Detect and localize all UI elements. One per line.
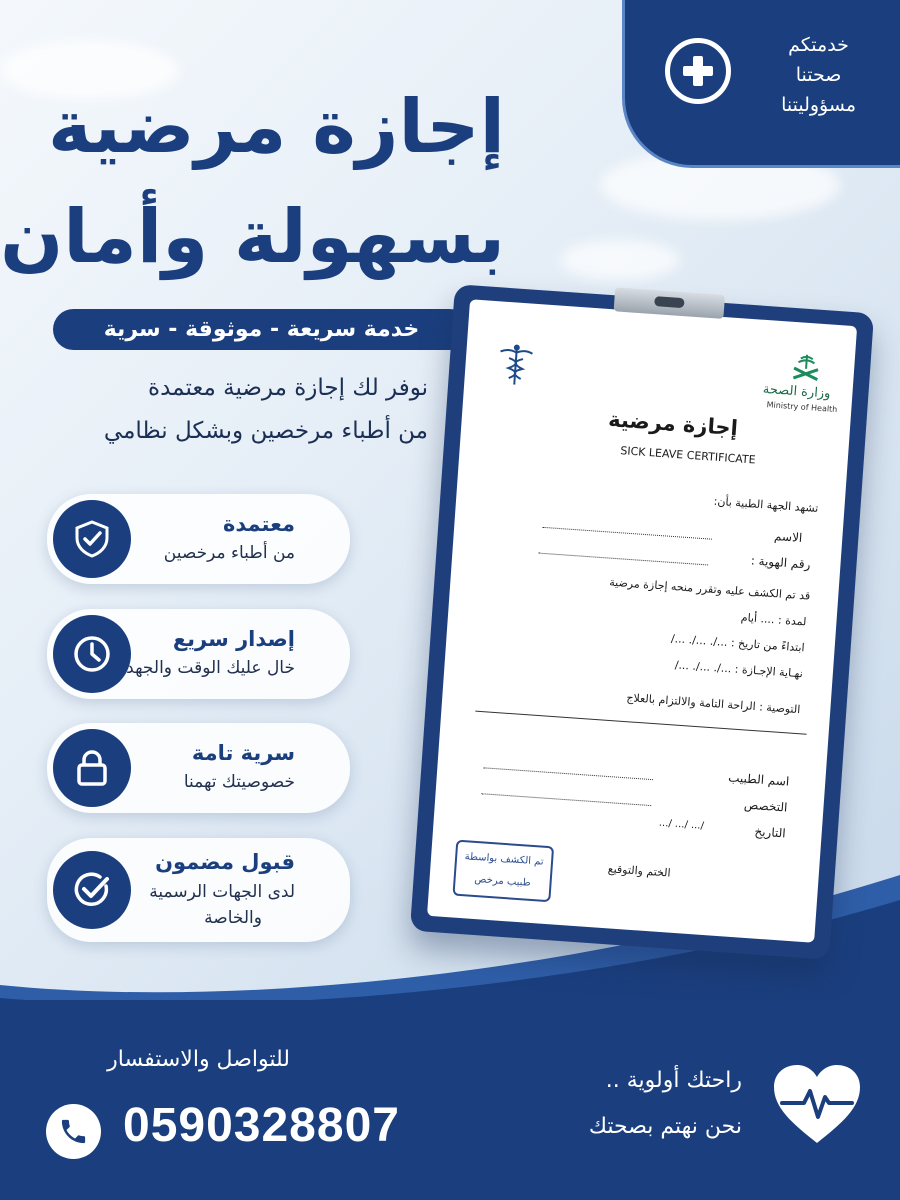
plus-circle-icon xyxy=(665,38,731,104)
duration-text: لمدة : .... أيام xyxy=(740,610,807,629)
corner-line: مسؤوليتنا xyxy=(781,94,856,116)
clock-icon xyxy=(53,615,131,693)
shield-check-icon xyxy=(53,500,131,578)
feature-title: قبول مضمون xyxy=(155,850,295,874)
intro-line-1: نوفر لك إجازة مرضية معتمدة xyxy=(148,375,428,401)
stamp-line: تم الكشف بواسطة xyxy=(464,851,544,868)
feature-subtitle-line-2: والخاصة xyxy=(204,908,262,928)
contact-title: للتواصل والاستفسار xyxy=(107,1047,290,1072)
recommendation-text: التوصية : الراحة التامة والالتزام بالعلاج xyxy=(625,691,801,717)
exam-text: قد تم الكشف عليه وتقرر منحه إجازة مرضية xyxy=(608,575,811,603)
doctor-stamp xyxy=(452,840,554,903)
id-label: رقم الهوية : xyxy=(750,553,811,572)
feature-subtitle: خصوصيتك تهمنا xyxy=(183,772,295,792)
certificate-paper xyxy=(427,299,857,943)
headline-line-1: إجازة مرضية xyxy=(48,84,505,170)
stamp-line: طبيب مرخص xyxy=(474,873,532,889)
corner-line: خدمتكم xyxy=(788,34,849,56)
ministry-name-ar: وزارة الصحة xyxy=(762,381,831,402)
feature-subtitle: لدى الجهات الرسمية xyxy=(149,882,295,902)
name-label: الاسم xyxy=(773,529,803,545)
feature-card-confidential xyxy=(47,723,350,813)
certificate-title-ar: إجازة مرضية xyxy=(607,407,739,441)
doctor-label: اسم الطبيب xyxy=(727,770,790,789)
date-value: .../ .../ .../ xyxy=(658,817,705,832)
ministry-name-en: Ministry of Health xyxy=(766,400,838,415)
feature-subtitle: من أطباء مرخصين xyxy=(163,543,295,563)
feature-title: إصدار سريع xyxy=(172,627,295,651)
corner-line: صحتنا xyxy=(795,64,842,86)
start-date-text: ابتداءً من تاريخ : .../. .../. .../ xyxy=(670,632,806,655)
specialty-field-line xyxy=(482,793,652,806)
tagline-pill: خدمة سريعة - موثوقة - سرية xyxy=(53,309,470,350)
id-field-line xyxy=(539,553,709,566)
lock-icon xyxy=(53,729,131,807)
feature-subtitle: خال عليك الوقت والجهد xyxy=(126,658,295,678)
ministry-logo-icon xyxy=(785,351,827,384)
corner-badge xyxy=(622,0,900,168)
background-light xyxy=(560,240,680,280)
phone-number[interactable]: 0590328807 xyxy=(123,1099,400,1152)
date-label: التاريخ xyxy=(754,824,787,841)
divider xyxy=(475,711,806,735)
name-field-line xyxy=(542,527,712,540)
headline-line-2: بسهولة وأمان xyxy=(0,194,505,280)
intro-line-2: من أطباء مرخصين وبشكل نظامي xyxy=(103,418,428,444)
corner-slogan xyxy=(781,30,856,120)
slogan-line-1: راحتك أولوية .. xyxy=(605,1068,742,1093)
feature-card-accredited xyxy=(47,494,350,584)
heart-pulse-icon xyxy=(772,1063,862,1145)
specialty-label: التخصص xyxy=(743,797,788,815)
certificate-title-en: SICK LEAVE CERTIFICATE xyxy=(619,444,757,467)
slogan-line-2: نحن نهتم بصحتك xyxy=(588,1114,742,1139)
sick-leave-clipboard xyxy=(410,284,874,960)
seal-label: الختم والتوقيع xyxy=(607,862,672,880)
feature-title: معتمدة xyxy=(222,512,295,536)
doctor-field-line xyxy=(483,767,653,780)
feature-title: سرية تامة xyxy=(191,741,295,765)
end-date-text: نهـاية الإجـازة : .../. .../. .../ xyxy=(674,658,804,681)
caduceus-icon xyxy=(494,341,537,388)
feature-card-fast xyxy=(47,609,350,699)
phone-icon[interactable] xyxy=(46,1104,101,1159)
certificate-intro: تشهد الجهة الطبية بأن: xyxy=(713,494,819,516)
